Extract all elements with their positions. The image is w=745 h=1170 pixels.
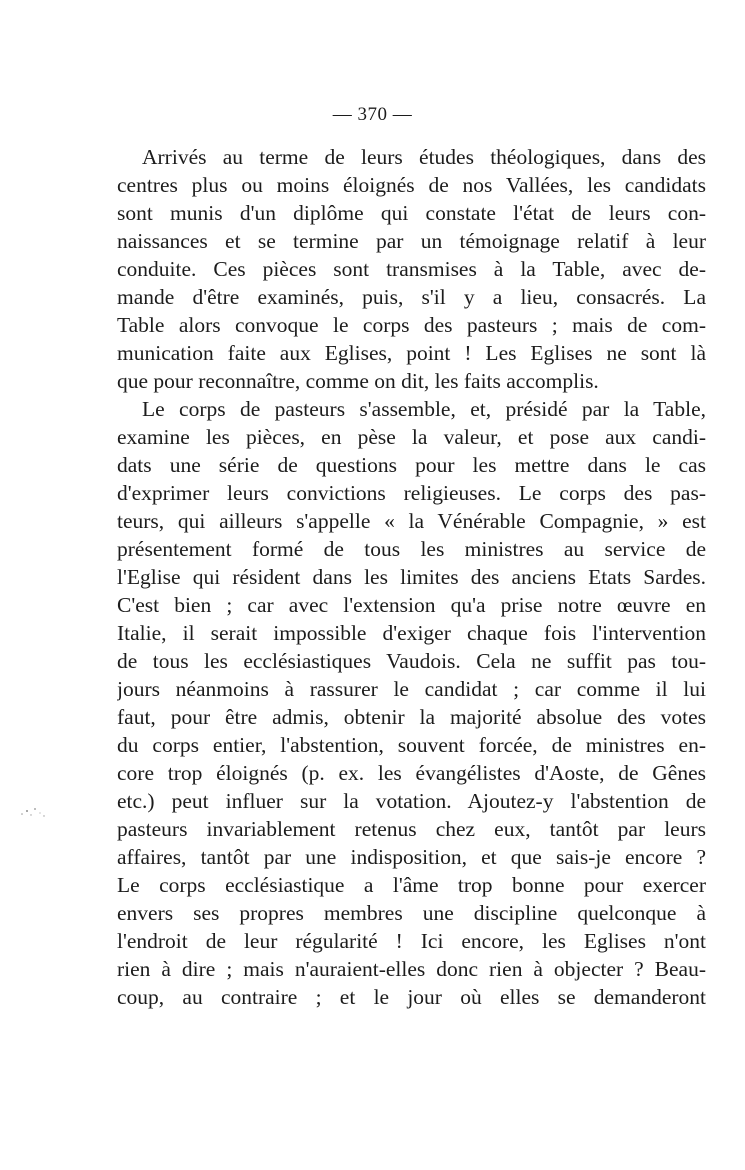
text-line: jours néanmoins à rassurer le candidat ; car comme il lui	[117, 677, 706, 701]
text-line: coup, au contraire ; et le jour où elles se demanderont	[117, 985, 706, 1009]
text-line: rien à dire ; mais n'auraient-elles donc rien à objecter ? Beau-	[117, 957, 706, 981]
body-text	[117, 143, 706, 1011]
text-line: teurs, qui ailleurs s'appelle « la Vénérable Compagnie, » est	[117, 509, 706, 533]
text-line: mande d'être examinés, puis, s'il y a lieu, consacrés. La	[117, 285, 706, 309]
text-line: pasteurs invariablement retenus chez eux, tantôt par leurs	[117, 817, 706, 841]
page-number: — 370 —	[332, 104, 413, 125]
paragraph-2	[117, 395, 706, 1011]
text-line: d'exprimer leurs convictions religieuses. Le corps des pas-	[117, 481, 706, 505]
text-line: de tous les ecclésiastiques Vaudois. Cela ne suffit pas tou-	[117, 649, 706, 673]
text-line: C'est bien ; car avec l'extension qu'a prise notre œuvre en	[117, 593, 706, 617]
text-line: faut, pour être admis, obtenir la majorité absolue des votes	[117, 705, 706, 729]
text-line: etc.) peut influer sur la votation. Ajoutez-y l'abstention de	[117, 789, 706, 813]
text-line: du corps entier, l'abstention, souvent forcée, de ministres en-	[117, 733, 706, 757]
text-line: Table alors convoque le corps des pasteurs ; mais de com-	[117, 313, 706, 337]
text-line: core trop éloignés (p. ex. les évangélistes d'Aoste, de Gênes	[117, 761, 706, 785]
text-line: examine les pièces, en pèse la valeur, et pose aux candi-	[117, 425, 706, 449]
text-line: l'endroit de leur régularité ! Ici encore, les Eglises n'ont	[117, 929, 706, 953]
text-line: centres plus ou moins éloignés de nos Vallées, les candidats	[117, 173, 706, 197]
text-line: affaires, tantôt par une indisposition, et que sais-je encore ?	[117, 845, 706, 869]
text-line: dats une série de questions pour les mettre dans le cas	[117, 453, 706, 477]
text-line: Arrivés au terme de leurs études théologiques, dans des	[142, 145, 706, 169]
text-line: Le corps ecclésiastique a l'âme trop bonne pour exercer	[117, 873, 706, 897]
text-line: naissances et se termine par un témoignage relatif à leur	[117, 229, 706, 253]
text-line: conduite. Ces pièces sont transmises à la Table, avec de-	[117, 257, 706, 281]
paragraph-1	[117, 143, 706, 395]
paper-speck-marks	[18, 802, 48, 822]
text-line: envers ses propres membres une discipline quelconque à	[117, 901, 706, 925]
text-line: Italie, il serait impossible d'exiger chaque fois l'intervention	[117, 621, 706, 645]
text-line: l'Eglise qui résident dans les limites des anciens Etats Sardes.	[117, 565, 706, 589]
text-line: sont munis d'un diplôme qui constate l'état de leurs con-	[117, 201, 706, 225]
text-line: présentement formé de tous les ministres au service de	[117, 537, 706, 561]
text-line: que pour reconnaître, comme on dit, les faits accomplis.	[117, 369, 599, 393]
text-line: Le corps de pasteurs s'assemble, et, présidé par la Table,	[142, 397, 706, 421]
text-line: munication faite aux Eglises, point ! Les Eglises ne sont là	[117, 341, 706, 365]
